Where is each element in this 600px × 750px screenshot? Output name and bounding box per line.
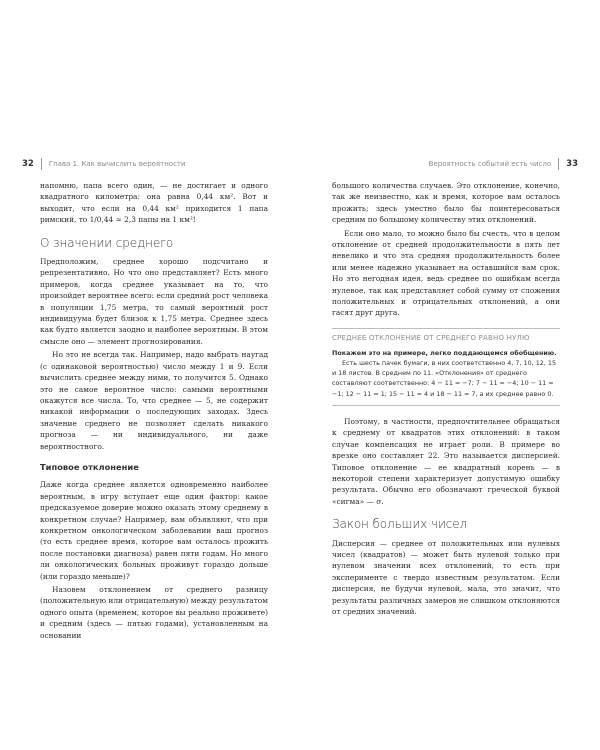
body-paragraph: Даже когда среднее является одновременно наиболее вероятным, в игру вступает еще один фактор: какое предсказуемое доверие можно оказать этому среднему в конкретном случае? Например, вам объявляют, что при конкретном онкологическом заболевании ваш прогноз (то есть среднее время, которое вам осталось прожить после постановки диагноза) равен пяти годам. Но много ли онкологических больных проживут гораздо дольше (или гораздо меньше)? xyxy=(40,480,268,581)
section-title-law-of-large-numbers: Закон больших чисел xyxy=(332,517,468,532)
sidebar-note-box xyxy=(332,328,560,406)
right-page xyxy=(300,0,600,750)
section-title-mean: О значении среднего xyxy=(40,235,174,250)
note-body-text: Есть шесть пачек бумаги, в них соответственно 4, 7, 10, 12, 15 и 18 листов. В среднем по 11. «Отклонения» от среднего составляют соответственно: 4 − 11 = −7; 7 − 11 = −4; 10 − 11 = −1; 12 − 11 = 1; 15 − 11 = 4 и 18 − 11 = 7, а их среднее равно 0. xyxy=(332,359,557,398)
note-title: СРЕДНЕЕ ОТКЛОНЕНИЕ ОТ СРЕДНЕГО РАВНО НУЛЮ xyxy=(332,333,530,342)
body-paragraph: Предположим, среднее хорошо подсчитано и репрезентативно. Но что оно представляет? Есть много примеров, когда среднее указывает на то, что произойдет вероятнее всего: если средний рост человека в популяции 1,75 метра, то самый вероятный рост индивидуума будет близок к 1,75 метра. Среднее здесь как будто является заодно и наиболее вероятным. В этом смысле оно — элемент прогнозирования. xyxy=(40,257,268,346)
header-divider xyxy=(41,158,42,170)
right-text-column xyxy=(332,180,560,619)
left-text-column xyxy=(40,180,268,643)
header-divider xyxy=(558,158,559,170)
left-running-header xyxy=(22,157,186,171)
right-page-number: 33 xyxy=(566,159,578,169)
body-paragraph: Но это не всегда так. Например, надо выбрать наугад (с одинаковой вероятностью) число между 1 и 9. Если вычислить среднее между ними, то получится 5. Однако это не самое вероятное число: самыми вероятными окажутся все числа. То, что среднее — 5, не содержит никакой информации о последующих заходах. Здесь значение среднего не позволяет сделать никакого прогноза — ни индивидуального, ни даже вероятностного. xyxy=(40,350,268,451)
intro-paragraph: напомню, папа всего один, — не достигает и одного квадратного километра: она равна 0,44 км². Вот и выходит, что если на 0,44 км² приходится 1 папа римский, то 1/0,44 ≈ 2,3 папы на 1 км²! xyxy=(40,181,268,225)
body-paragraph: Дисперсия — среднее от положительных или нулевых чисел (квадратов) — может быть нулевой только при нулевом значении всех отклонений, то есть при эксперименте с твердо известным результатом. Если дисперсия, не будучи нулевой, мала, это значит, что результаты различных замеров не слишком отклоняются от средних значений. xyxy=(332,538,560,616)
note-lead: Покажем это на примере, легко поддающемся обобщению. xyxy=(332,348,557,357)
body-paragraph: Назовем отклонением от среднего разницу (положительную или отрицательную) между результатом одного опыта (временем, которое вы реально проживете) и средним (здесь — пятью годами), установленным на основании xyxy=(40,585,268,640)
right-header-title: Вероятность событий есть число xyxy=(428,160,552,168)
subsection-title-typical-deviation: Типовое отклонение xyxy=(40,461,139,472)
body-paragraph: Поэтому, в частности, предпочтительнее обращаться к среднему от квадратов этих отклонений: в таком случае компенсация не играет роли. В примере во врезке оно составляет 22. Это называется дисперсией. Типовое отклонение — ее квадратный корень — в некоторой степени характеризует допустимую ошибку результата. Обычно его обозначают греческой буквой «сигма» — σ. xyxy=(332,416,560,506)
left-header-title: Глава 1. Как вычислить вероятности xyxy=(48,160,186,168)
body-paragraph: Если оно мало, то можно было бы счесть, что в целом отклонение от средней продолжительности в пять лет невелико и что эта средняя продолжительность более или менее надежно указывает на оставшийся вам срок. Но это негодная идея, ведь среднее по ошибкам всегда нулевое, так как представляет собой сумму от сложения положительных и отрицательных отклонений, а они гасят друг друга. xyxy=(332,228,560,318)
left-page-number: 32 xyxy=(22,159,34,169)
right-running-header xyxy=(429,157,578,171)
body-paragraph: большого количества случаев. Это отклонение, конечно, так же неизвестно, как и время, которое вам осталось прожить; здесь уместно было бы поинтересоваться средним по большому количеству этих отклонений. xyxy=(332,181,560,225)
